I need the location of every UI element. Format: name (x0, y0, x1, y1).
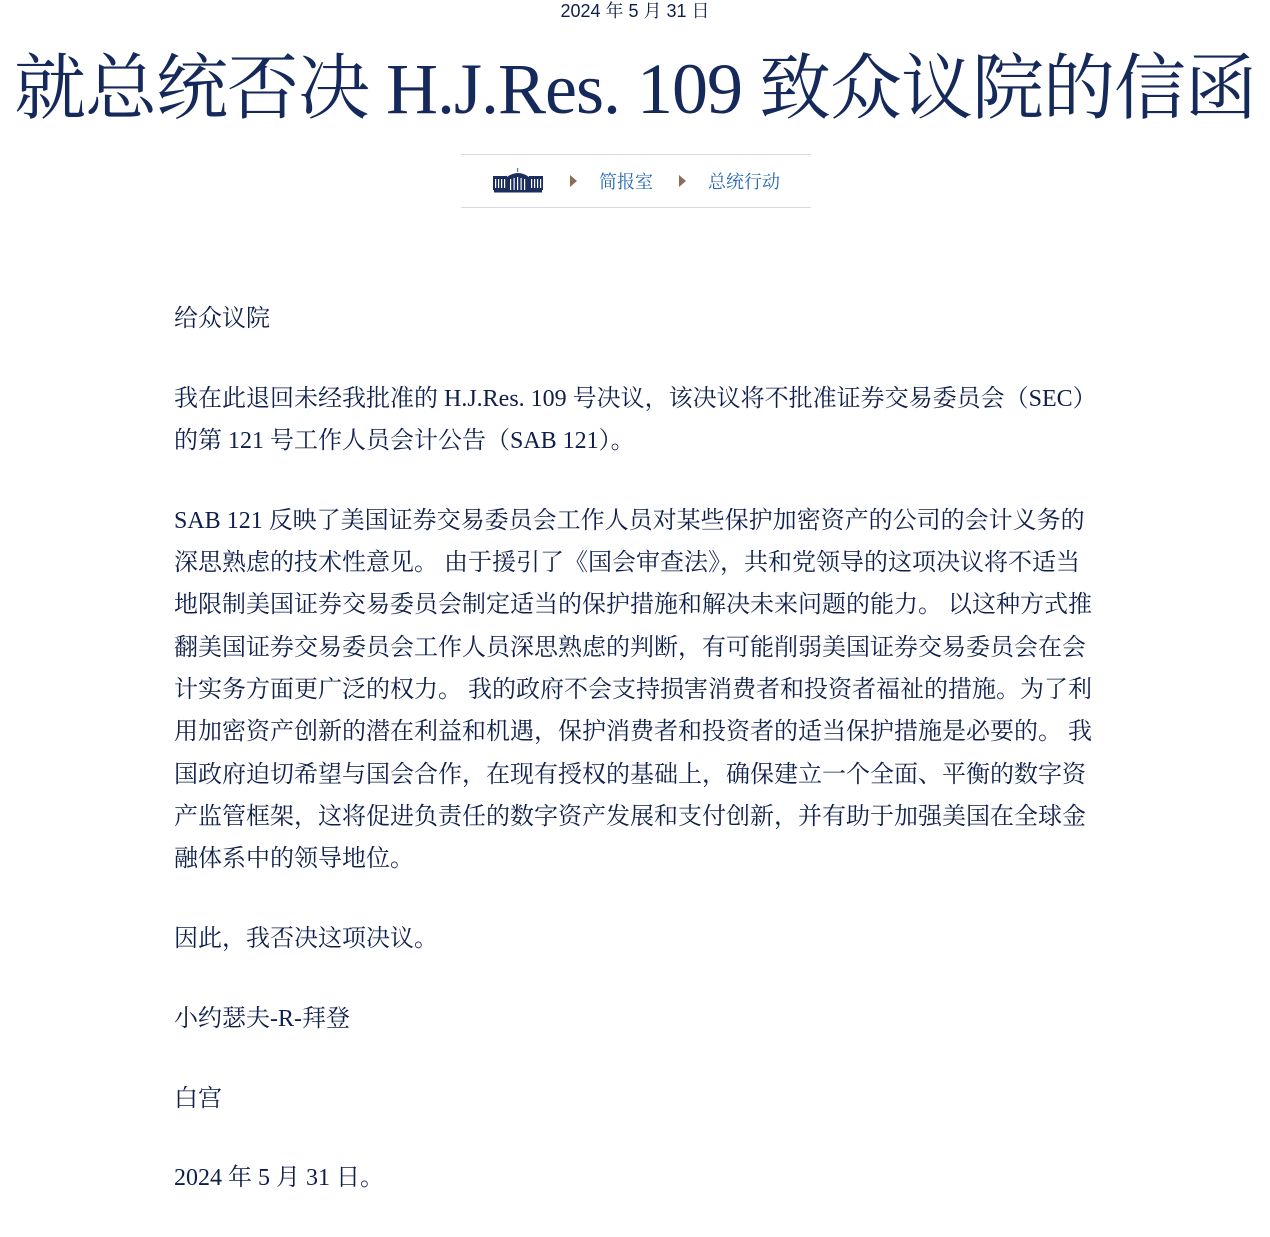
letter-body (174, 298, 1099, 1237)
breadcrumb-home-link[interactable] (492, 168, 544, 194)
letter-place: 白宫 (174, 1085, 222, 1112)
page-title: 就总统否决 H.J.Res. 109 致众议院的信函 (13, 49, 1257, 129)
letter-paragraph: SAB 121 反映了美国证券交易委员会工作人员对某些保护加密资产的公司的会计义务的深思熟虑的技术性意见。 由于援引了《国会审查法》，共和党领导的这项决议将不适当地限制美国证券交易委员会制定适当的保护措施和解决未来问题的能力。 以这种方式推翻美国证券交易委员会工作人员深思熟虑的判断，有可能削弱美国证券交易委员会在会计实务方面更广泛的权力。 我的政府不会支持损害消费者和投资者福祉的措施。为了利用加密资产创新的潜在利益和机遇，保护消费者和投资者的适当保护措施是必要的。 我国政府迫切希望与国会合作，在现有授权的基础上，确保建立一个全面、平衡的数字资产监管框架，这将促进负责任的数字资产发展和支付创新，并有助于加强美国在全球金融体系中的领导地位。 (174, 507, 1092, 873)
breadcrumb (461, 154, 811, 208)
publish-date: 2024 年 5 月 31 日 (560, 1, 710, 21)
letter-closing-date: 2024 年 5 月 31 日。 (174, 1165, 384, 1192)
breadcrumb-separator-icon (570, 175, 577, 187)
letter-paragraph: 因此，我否决这项决议。 (174, 926, 438, 953)
letter-salutation: 给众议院 (174, 306, 270, 332)
letter-paragraph: 我在此退回未经我批准的 H.J.Res. 109 号决议，该决议将不批准证券交易委员会（SEC）的第 121 号工作人员会计公告（SAB 121）。 (174, 385, 1097, 455)
breadcrumb-separator-icon (679, 175, 686, 187)
letter-signature: 小约瑟夫-R-拜登 (174, 1005, 350, 1032)
breadcrumb-briefing-room[interactable]: 简报室 (599, 172, 653, 192)
breadcrumb-presidential-actions[interactable]: 总统行动 (708, 172, 780, 192)
white-house-icon (492, 168, 544, 194)
